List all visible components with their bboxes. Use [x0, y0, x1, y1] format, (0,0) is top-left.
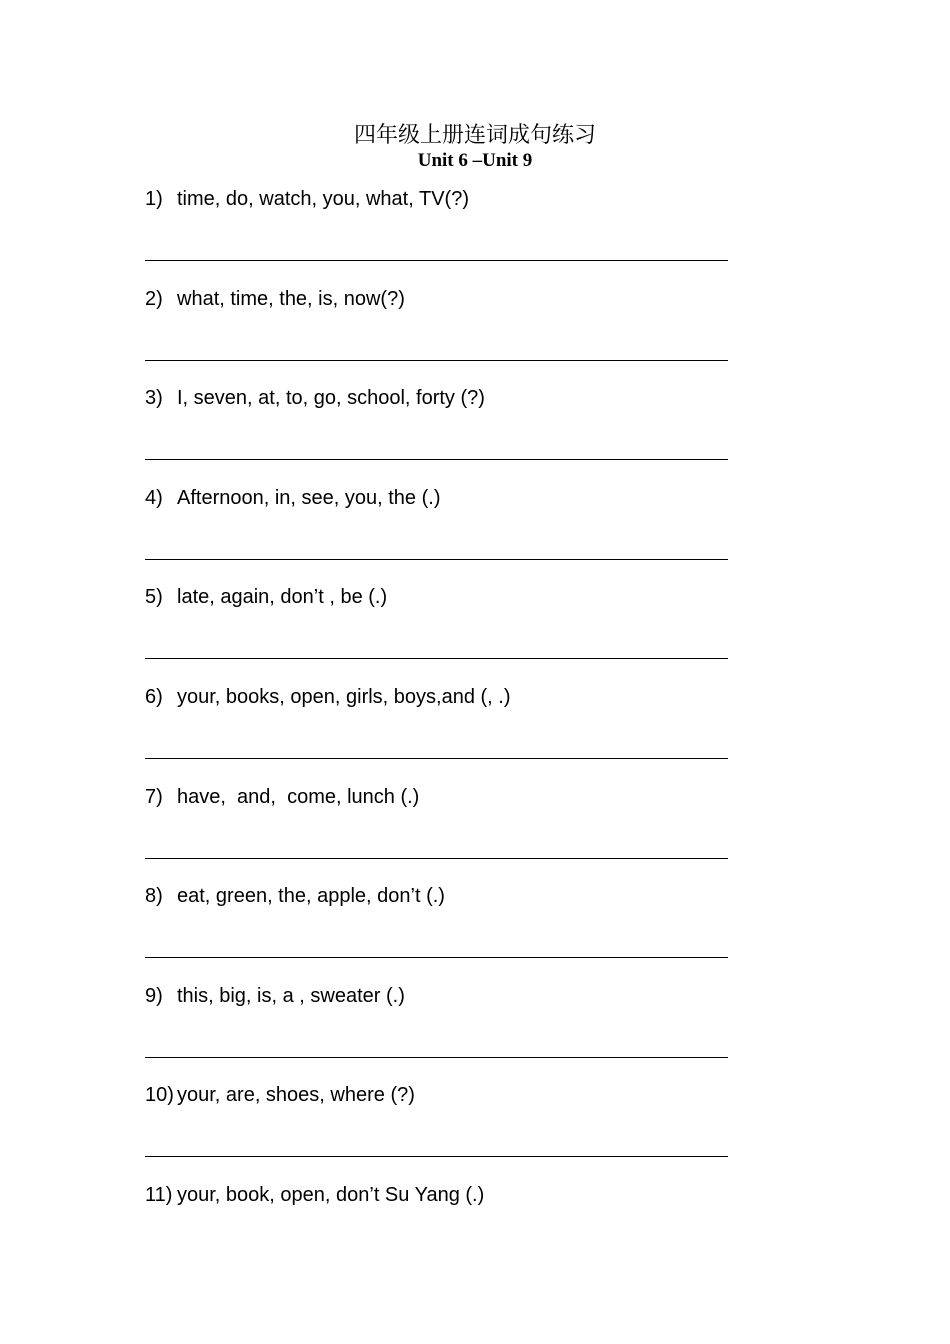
question-line [145, 384, 728, 412]
answer-line [145, 658, 728, 659]
answer-line [145, 559, 728, 560]
question-text: eat, green, the, apple, don’t (.) [177, 885, 445, 908]
question-line [145, 1181, 728, 1209]
question-line [145, 1081, 728, 1109]
answer-line [145, 1156, 728, 1157]
question-number: 10) [145, 1084, 174, 1107]
question-text: time, do, watch, you, what, TV(?) [177, 188, 469, 210]
answer-line [145, 459, 728, 460]
exercise-item-3 [145, 384, 728, 484]
question-number: 7) [145, 785, 163, 808]
question-number: 2) [145, 287, 163, 310]
answer-line [145, 360, 728, 361]
answer-line [145, 758, 728, 759]
question-number: 11) [145, 1183, 173, 1206]
question-line [145, 783, 728, 811]
question-text: your, books, open, girls, boys,and (, .) [177, 685, 511, 708]
exercise-item-8 [145, 882, 728, 982]
question-line [145, 484, 728, 512]
question-line [145, 285, 728, 313]
answer-line [145, 957, 728, 958]
exercise-item-1 [145, 185, 728, 285]
page-title: 四年级上册连词成句练习 [353, 123, 596, 148]
question-text: what, time, the, is, now(?) [177, 287, 405, 310]
question-text: have, and, come, lunch (.) [177, 785, 420, 808]
question-text: I, seven, at, to, go, school, forty (?) [177, 387, 485, 410]
question-number: 6) [145, 685, 163, 708]
question-number: 5) [145, 586, 163, 609]
exercise-item-6 [145, 683, 728, 783]
question-number: 1) [145, 188, 163, 210]
answer-line [145, 858, 728, 859]
question-line [145, 583, 728, 611]
question-line [145, 185, 728, 213]
title-block [0, 122, 950, 172]
exercise-item-10 [145, 1081, 728, 1181]
answer-line [145, 1057, 728, 1058]
question-line [145, 982, 728, 1010]
question-text: late, again, don’t , be (.) [177, 586, 388, 609]
question-text: this, big, is, a , sweater (.) [177, 984, 405, 1007]
question-text: Afternoon, in, see, you, the (.) [177, 486, 441, 509]
question-text: your, book, open, don’t Su Yang (.) [177, 1183, 485, 1206]
question-number: 9) [145, 984, 163, 1007]
question-text: your, are, shoes, where (?) [177, 1084, 415, 1107]
exercise-item-2 [145, 285, 728, 385]
question-number: 4) [145, 486, 163, 509]
exercise-list [145, 185, 728, 1281]
exercise-item-7 [145, 783, 728, 883]
exercise-item-5 [145, 583, 728, 683]
exercise-item-9 [145, 982, 728, 1082]
question-line [145, 882, 728, 910]
page-subtitle: Unit 6 –Unit 9 [417, 150, 533, 171]
exercise-item-11 [145, 1181, 728, 1281]
question-number: 3) [145, 387, 163, 410]
exercise-item-4 [145, 484, 728, 584]
question-number: 8) [145, 885, 163, 908]
question-line [145, 683, 728, 711]
answer-line [145, 260, 728, 261]
